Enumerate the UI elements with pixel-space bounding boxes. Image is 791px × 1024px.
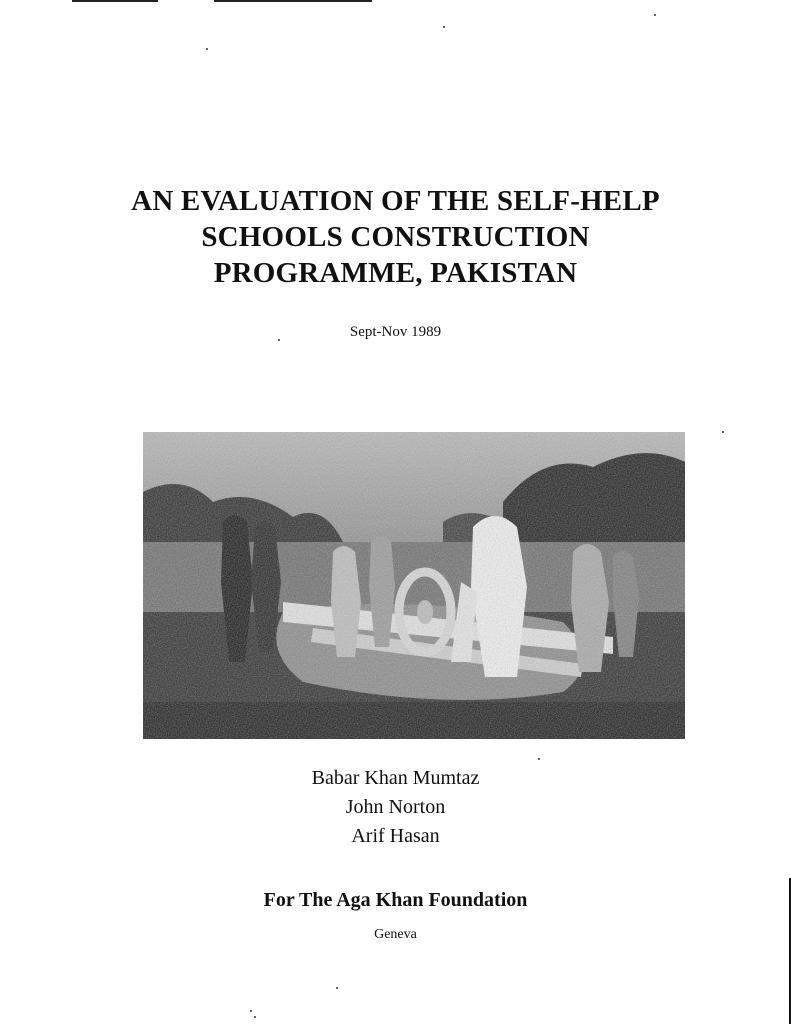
scan-speck [654, 14, 656, 16]
report-title [0, 183, 791, 291]
scan-speck [336, 987, 338, 989]
cover-photo [143, 432, 685, 739]
scan-artifact [72, 0, 158, 2]
scan-artifact [214, 0, 372, 2]
scan-speck [206, 48, 208, 50]
author-name: Babar Khan Mumtaz [311, 767, 480, 789]
scan-speck [722, 431, 724, 433]
author-list [0, 764, 791, 851]
title-line: AN EVALUATION OF THE SELF-HELP [131, 185, 660, 217]
title-line: SCHOOLS CONSTRUCTION [201, 221, 590, 253]
author-name: John Norton [345, 796, 446, 818]
scan-speck [443, 26, 445, 28]
author-name: Arif Hasan [351, 825, 440, 847]
publisher-location: Geneva [374, 927, 417, 942]
report-date: Sept-Nov 1989 [349, 324, 442, 340]
scan-speck [538, 758, 540, 760]
title-line: PROGRAMME, PAKISTAN [213, 257, 578, 289]
scan-speck [254, 1016, 256, 1018]
publisher-line: For The Aga Khan Foundation [263, 889, 528, 911]
scan-speck [250, 1010, 252, 1012]
